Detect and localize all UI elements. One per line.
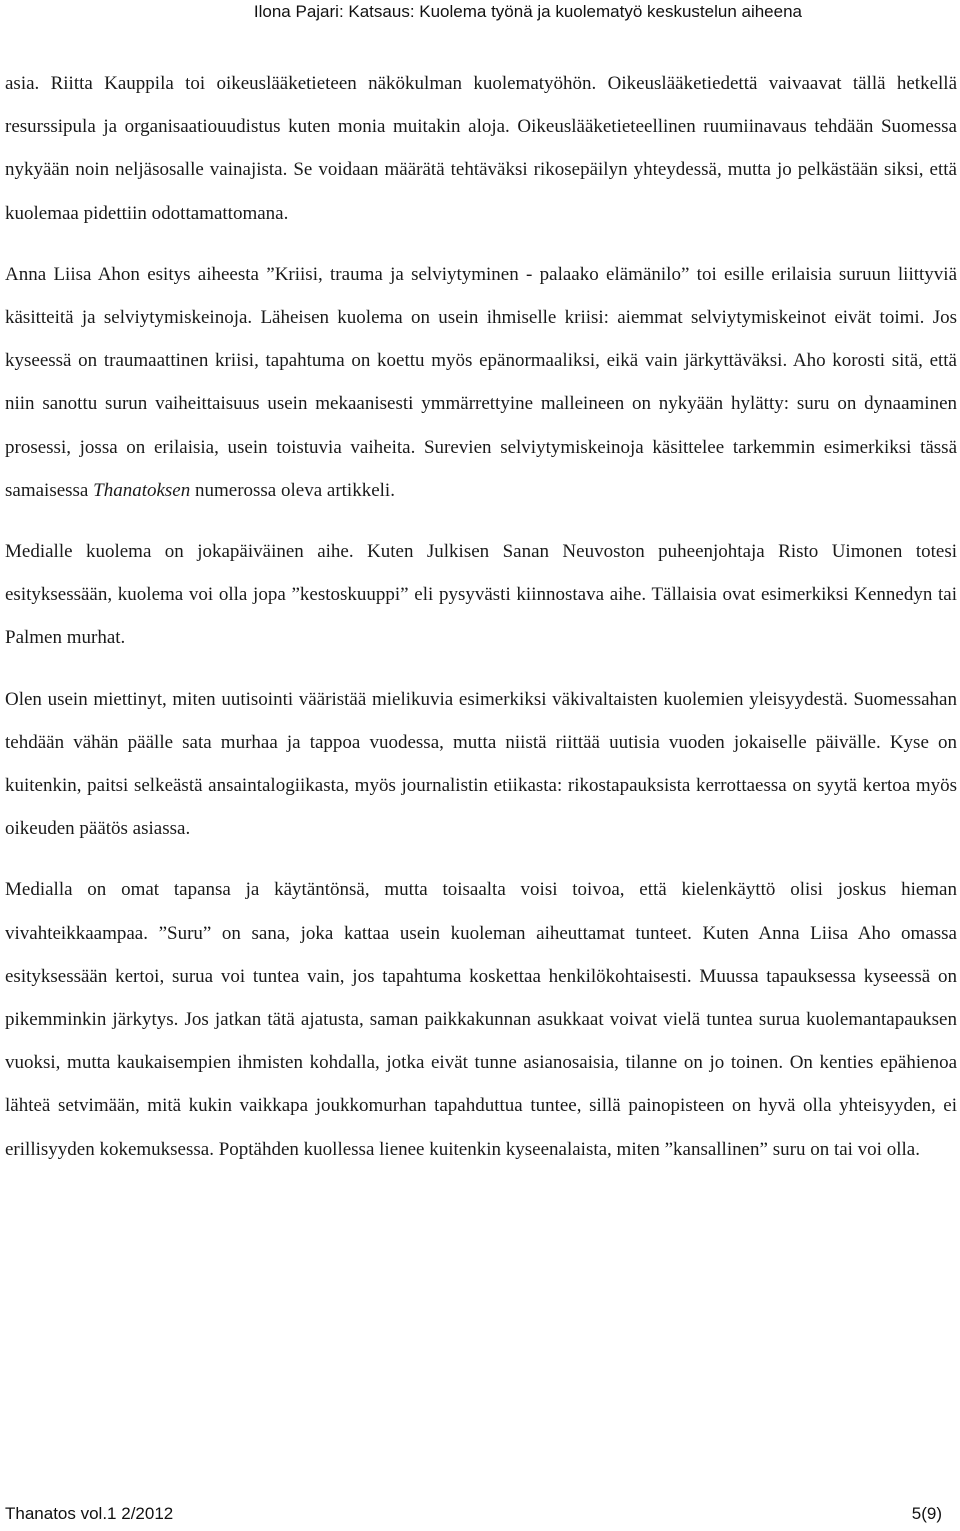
paragraph-text: Anna Liisa Ahon esitys aiheesta ”Kriisi, trauma ja selviytyminen - palaako elämänilo” toi esille erilaisia suruun liittyviä käsitteitä ja selviytymiskeinoja. Läheisen kuolema on usein ihmiselle kriisi: aiemmat selviytymiskeinot eivät toimi. Jos kyseessä on traumaattinen kriisi, tapahtuma on koettu myös epänormaaliksi, eikä vain järkyttäväksi. Aho korosti sitä, että niin sanottu surun vaiheittaisuus usein mekaanisesti ymmärrettyine malleineen on nykyään hylätty: suru on dynaaminen prosessi, jossa on erilaisia, usein toistuvia vaiheita. Surevien selviytymiskeinoja käsittelee tarkemmin esimerkiksi tässä samaisessa: [5, 263, 957, 501]
article-body: [5, 62, 957, 1171]
paragraph-media-death: Medialle kuolema on jokapäiväinen aihe. Kuten Julkisen Sanan Neuvoston puheenjohtaja Risto Uimonen totesi esityksessään, kuolema voi olla jopa ”kestoskuuppi” eli pysyvästi kiinnostava aihe. Tällaisia ovat esimerkiksi Kennedyn tai Palmen murhat.: [5, 541, 957, 649]
paragraph-text: numerossa oleva artikkeli.: [190, 479, 395, 501]
footer-journal-issue: Thanatos vol.1 2/2012: [5, 1504, 174, 1523]
running-header: Ilona Pajari: Katsaus: Kuolema työnä ja kuolematyö keskustelun aiheena: [253, 2, 802, 21]
paragraph-news-distortion: Olen usein miettinyt, miten uutisointi vääristää mielikuvia esimerkiksi väkivaltaisten kuolemien yleisyydestä. Suomessahan tehdään vähän päälle sata murhaa ja tappoa vuodessa, mutta niistä riittää uutisia vuoden jokaiselle päivälle. Kyse on kuitenkin, paitsi selkeästä ansaintalogiikasta, myös journalistin etiikasta: rikostapauksista kerrottaessa on syytä kertoa myös oikeuden päätös asiassa.: [5, 688, 957, 840]
paragraph-crisis-trauma: [5, 253, 957, 512]
paragraph-forensic-medicine: asia. Riitta Kauppila toi oikeuslääketieteen näkökulman kuolematyöhön. Oikeuslääketiedettä vaivaavat tällä hetkellä resurssipula ja organisaatiouudistus kuten monia muitakin aloja. Oikeuslääketieteellinen ruumiinavaus tehdään Suomessa nykyään noin neljäsosalle vainajista. Se voidaan määrätä tehtäväksi rikosepäilyn yhteydessä, mutta jo pelkästään siksi, että kuolemaa pidettiin odottamattomana.: [5, 73, 957, 224]
footer-page-number: 5(9): [911, 1504, 942, 1523]
paragraph-grief-language: Medialla on omat tapansa ja käytäntönsä, mutta toisaalta voisi toivoa, että kielenkäyttö olisi joskus hieman vivahteikkaampaa. ”Suru” on sana, joka kattaa usein kuoleman aiheuttamat tunteet. Kuten Anna Liisa Aho omassa esityksessään kertoi, surua voi tuntea vain, jos tapahtuma koskettaa henkilökohtaisesti. Muussa tapauksessa kyseessä on pikemminkin järkytys. Jos jatkan tätä ajatusta, saman paikkakunnan asukkaat voivat vielä tuntea surua kuolemantapauksen vuoksi, mutta kaukaisempien ihmisten kohdalla, jotka eivät tunne asianosaisia, tilanne on jo toinen. On kenties epähienoa lähteä setvimään, mitä kukin vaikkapa joukkomurhan tapahduttua tuntee, sillä painopisteen on hyvä olla yhteisyyden, ei erillisyyden kokemuksessa. Poptähden kuollessa lienee kuitenkin kyseenalaista, miten ”kansallinen” suru on tai voi olla.: [5, 879, 957, 1160]
journal-name-italic: Thanatoksen: [93, 479, 191, 501]
